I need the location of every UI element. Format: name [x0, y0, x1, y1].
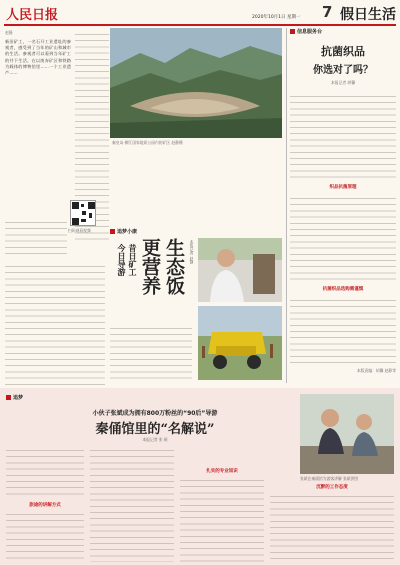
- bottom-byline: 本报记者 张 硕: [142, 437, 168, 442]
- bottom-title: 秦俑馆里的“名解说”: [95, 422, 215, 437]
- landscape-photo: [110, 28, 282, 138]
- kicker-line: 昔日矿工: [128, 244, 137, 276]
- bottom-subhead-3: 沉醉的工作态度: [316, 485, 348, 490]
- left-line: 一个工业遗产……: [5, 63, 71, 76]
- left-byline: 赵静: [5, 30, 13, 35]
- bottom-tag-text: 追梦: [13, 395, 24, 401]
- title-line: 更营养: [139, 238, 161, 295]
- photo-caption: 秦皇岛·柳江国家地质公园内的矿区 赵静摄: [112, 140, 183, 145]
- kicker-line: 今日导游: [117, 244, 126, 276]
- column-divider: [286, 28, 287, 383]
- section-marker: [290, 29, 295, 34]
- left-line: 看到当年矿工的井下生活。: [5, 51, 71, 63]
- truck-photo: [198, 306, 282, 380]
- masthead-logo: 人民日报: [6, 8, 59, 23]
- text-fill: [270, 492, 394, 562]
- text-fill: [6, 510, 84, 562]
- text-fill: [5, 218, 67, 258]
- bottom-kicker: 小伙子张斌成为拥有800万粉丝的“90后”导游: [92, 410, 218, 417]
- right-byline: 本报记者 胡馨: [331, 80, 355, 85]
- right-title-2: 你选对了吗？: [313, 65, 373, 76]
- text-fill: [290, 194, 396, 282]
- title-line: 生态饭: [163, 238, 185, 295]
- text-fill: [110, 324, 192, 382]
- text-fill: [6, 446, 84, 498]
- text-fill: [90, 446, 174, 562]
- section-marker: [6, 395, 11, 400]
- text-fill: [5, 262, 105, 388]
- section-marker: [110, 229, 115, 234]
- bottom-tag: [6, 394, 23, 401]
- guide-photo: [300, 394, 394, 474]
- qr-caption: 扫码观看视频: [68, 228, 91, 233]
- portrait-photo: [198, 238, 282, 302]
- feature-tag-text: 追梦小康: [117, 229, 138, 235]
- masthead-rule: [4, 24, 396, 26]
- masthead-date: 2020年10月1日 星期一: [252, 15, 301, 20]
- bottom-subhead-1: 旅途的讲解方式: [29, 503, 61, 508]
- text-fill: [290, 92, 396, 180]
- text-fill: [290, 296, 396, 366]
- page-number: 7: [322, 3, 333, 21]
- bottom-subhead-2: 扎实的专业知识: [206, 469, 238, 474]
- left-line: 在以废弃矿区和铁路为载体的博物馆里……: [5, 57, 71, 69]
- qr-code[interactable]: [70, 200, 96, 226]
- feature-tag: [110, 228, 137, 235]
- text-fill: [180, 476, 264, 562]
- page-name: 假日生活: [340, 7, 396, 23]
- right-subhead-2: 抗菌织品选购需谨慎: [322, 287, 364, 292]
- left-article: [5, 30, 71, 250]
- feature-byline: 本报记者 赵静: [190, 240, 195, 265]
- right-credit: 本版责编：胡馨 赵静等: [356, 368, 396, 373]
- left-line: 受到了当年的矿山和城市的生活。参观者可以: [5, 45, 71, 57]
- right-subhead-1: 织品抗菌原理: [329, 185, 357, 190]
- right-title-1: 抗菌织品: [321, 45, 365, 58]
- bottom-photo-caption: 张斌在秦俑馆为游客讲解 张斌供图: [300, 476, 359, 481]
- right-tag-text: 信息服务台: [297, 29, 323, 35]
- right-tag: [290, 28, 396, 35]
- feature-kicker: [116, 244, 138, 276]
- feature-title: [138, 238, 186, 295]
- left-line: 新田矿工，一名石开工业遗址的参观者，感: [5, 39, 71, 51]
- right-column: [290, 28, 396, 383]
- bottom-story: [0, 388, 400, 565]
